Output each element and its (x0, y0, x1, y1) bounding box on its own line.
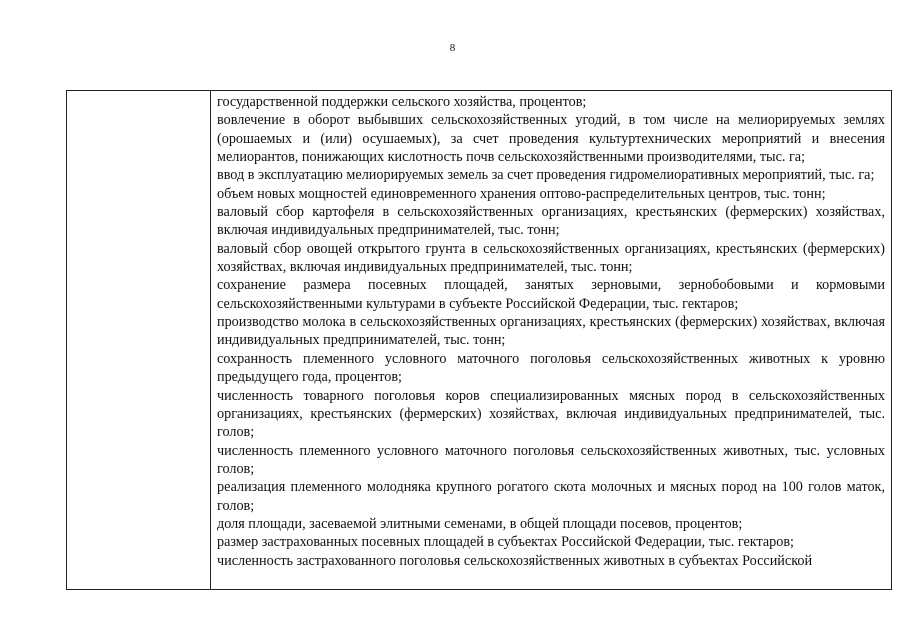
indicator-entry: численность товарного поголовья коров специализированных мясных пород в сельскохозяйственных организациях, крестьянских (фермерских) хозяйствах, включая индивидуальных предпринимателей, тыс. голов; (217, 387, 885, 441)
indicator-entry: размер застрахованных посевных площадей в субъектах Российской Федерации, тыс. гектаров; (217, 534, 794, 551)
indicator-entry: вовлечение в оборот выбывших сельскохозяйственных угодий, в том числе на мелиорируемых землях (орошаемых и (или) осушаемых), за счет проведения культуртехнических мероприятий и внесения мелиорантов, понижающих кислотность почв сельскохозяйственными производителями, тыс. га; (217, 112, 885, 166)
indicator-entry: объем новых мощностей единовременного хранения оптово-распределительных центров, тыс. тонн; (217, 185, 826, 202)
indicator-entry: численность застрахованного поголовья сельскохозяйственных животных в субъектах Российской (217, 552, 813, 569)
indicator-entry: валовый сбор картофеля в сельскохозяйственных организациях, крестьянских (фермерских) хозяйствах, включая индивидуальных предпринимателей, тыс. тонн; (217, 204, 885, 239)
indicator-entry: валовый сбор овощей открытого грунта в сельскохозяйственных организациях, крестьянских (фермерских) хозяйствах, включая индивидуальных предпринимателей, тыс. тонн; (217, 240, 885, 276)
indicator-entry: государственной поддержки сельского хозяйства, процентов; (217, 94, 587, 110)
indicator-entry: ввод в эксплуатацию мелиорируемых земель за счет проведения гидромелиоративных мероприятий, тыс. га; (217, 167, 875, 184)
indicator-entry: сохранность племенного условного маточного поголовья сельскохозяйственных животных к уровню предыдущего года, процентов; (217, 350, 885, 386)
indicator-entry: сохранение размера посевных площадей, занятых зерновыми, зернобобовыми и кормовыми сельскохозяйственными культурами в субъекте Российской Федерации, тыс. гектаров; (217, 277, 885, 312)
indicator-entry: доля площади, засеваемой элитными семенами, в общей площади посевов, процентов; (217, 515, 743, 532)
table-left-column (67, 91, 211, 589)
indicator-entry: реализация племенного молодняка крупного рогатого скота молочных и мясных пород на 100 голов маток, голов; (217, 479, 885, 514)
table-right-column (211, 91, 891, 589)
page-number: 8 (449, 42, 456, 54)
indicator-entry: производство молока в сельскохозяйственных организациях, крестьянских (фермерских) хозяйствах, включая индивидуальных предпринимателей, тыс. тонн; (217, 314, 885, 349)
document-table (66, 90, 892, 590)
indicator-entry: численность племенного условного маточного поголовья сельскохозяйственных животных, тыс. условных голов; (217, 442, 885, 477)
